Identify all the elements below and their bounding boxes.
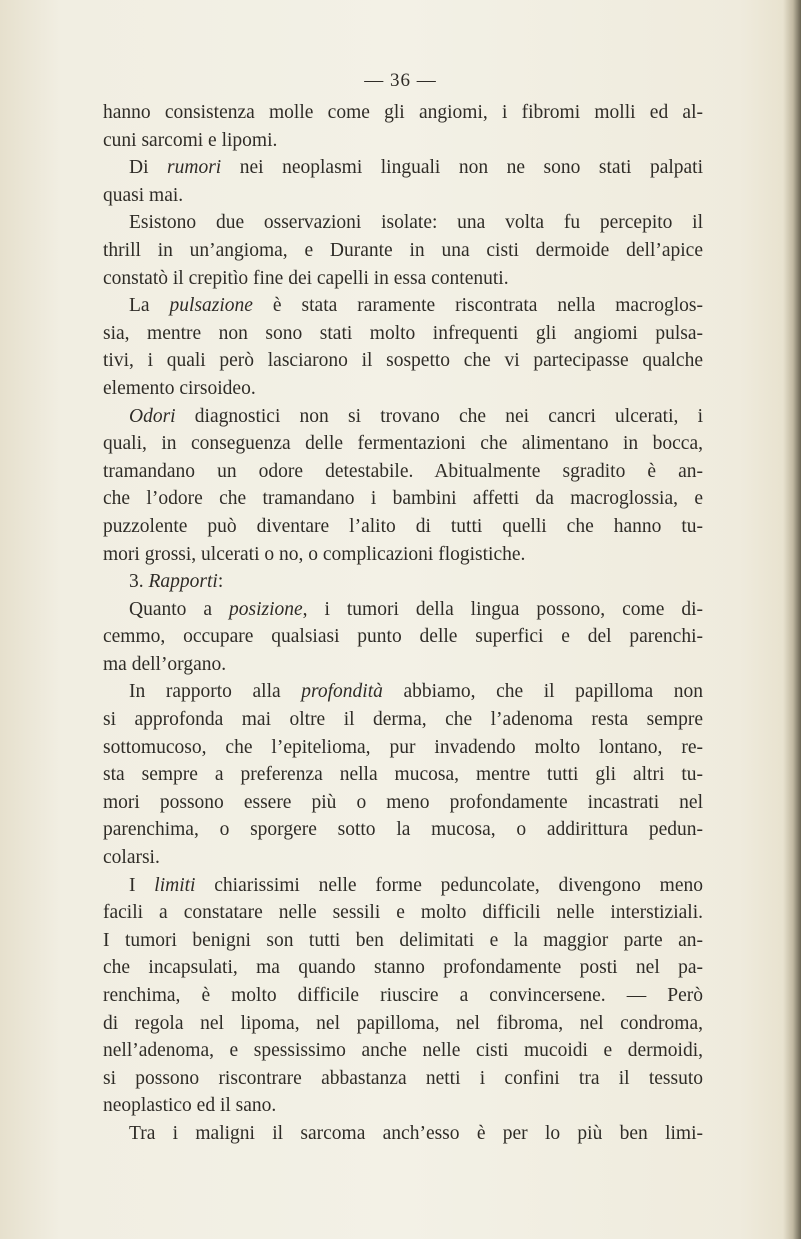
text-segment: I tumori benigni son tutti ben delimitati e la maggior parte an- xyxy=(103,929,703,951)
text-line xyxy=(103,209,703,237)
italic-term: posizione xyxy=(228,598,303,620)
text-segment: tramandano un odore detestabile. Abitualmente sgradito è an- xyxy=(103,460,703,482)
text-segment: thrill in un’angioma, e Durante in una cisti dermoide dell’apice xyxy=(103,239,703,261)
text-segment: di regola nel lipoma, nel papilloma, nel fibroma, nel condroma, xyxy=(103,1012,703,1034)
text-segment: Quanto a xyxy=(129,598,229,620)
text-segment: colarsi. xyxy=(103,847,160,869)
text-segment: abbiamo, che il papilloma non xyxy=(382,681,704,703)
text-line xyxy=(103,320,703,348)
text-segment: sottomucoso, che l’epitelioma, pur invadendo molto lontano, re- xyxy=(103,736,703,758)
text-segment: neoplastico ed il sano. xyxy=(103,1095,277,1117)
text-line xyxy=(103,899,703,927)
italic-term: profondità xyxy=(301,681,383,703)
text-segment: La xyxy=(129,295,170,317)
text-line xyxy=(103,458,703,486)
text-segment: sia, mentre non sono stati molto infrequenti gli angiomi pulsa- xyxy=(103,322,703,344)
body-text xyxy=(103,99,703,1148)
italic-term: Rapporti xyxy=(148,571,218,593)
text-line xyxy=(103,99,703,127)
text-segment: renchima, è molto difficile riuscire a convincersene. — Però xyxy=(103,985,703,1006)
text-segment: mori possono essere più o meno profondamente incastrati nel xyxy=(103,791,703,813)
text-segment: mori grossi, ulcerati o no, o complicazioni flogistiche. xyxy=(103,543,526,565)
section-heading xyxy=(103,568,703,596)
text-segment: quali, in conseguenza delle fermentazioni che alimentano in bocca, xyxy=(103,433,703,455)
text-line xyxy=(103,1120,703,1148)
text-line xyxy=(103,982,703,1010)
text-line xyxy=(103,761,703,789)
italic-term: rumori xyxy=(167,157,222,179)
text-segment: che l’odore che tramandano i bambini affetti da macroglossia, e xyxy=(103,488,703,510)
text-segment: quasi mai. xyxy=(103,184,184,206)
text-segment: sta sempre a preferenza nella mucosa, mentre tutti gli altri tu- xyxy=(103,764,703,786)
text-segment: si approfonda mai oltre il derma, che l’adenoma resta sempre xyxy=(103,709,703,731)
text-line xyxy=(103,1092,703,1120)
text-line xyxy=(103,154,703,182)
italic-term: Odori xyxy=(129,405,176,427)
text-segment: cuni sarcomi e lipomi. xyxy=(103,129,278,151)
italic-term: pulsazione xyxy=(169,295,253,317)
text-line xyxy=(103,1037,703,1065)
text-line xyxy=(103,623,703,651)
italic-term: limiti xyxy=(154,874,196,896)
text-segment: chiarissimi nelle forme peduncolate, divengono meno xyxy=(195,874,703,896)
text-segment: In rapporto alla xyxy=(129,681,302,703)
text-line xyxy=(103,954,703,982)
text-line xyxy=(103,651,703,679)
binding-edge-shadow xyxy=(783,0,801,1239)
text-segment: parenchima, o sporgere sotto la mucosa, o addirittura pedun- xyxy=(103,819,703,841)
text-segment: I xyxy=(129,874,155,896)
text-segment: nei neoplasmi linguali non ne sono stati palpati xyxy=(221,157,704,179)
text-line xyxy=(103,375,703,403)
text-line xyxy=(103,541,703,569)
text-segment: , i tumori della lingua possono, come di- xyxy=(302,598,703,620)
text-line xyxy=(103,127,703,155)
text-line xyxy=(103,789,703,817)
text-line xyxy=(103,403,703,431)
text-line xyxy=(103,678,703,706)
text-segment: diagnostici non si trovano che nei cancri ulcerati, i xyxy=(175,405,703,427)
text-segment: elemento cirsoideo. xyxy=(103,377,256,399)
text-segment: hanno consistenza molle come gli angiomi, i fibromi molli ed al- xyxy=(103,102,703,123)
text-line xyxy=(103,1010,703,1038)
text-line xyxy=(103,485,703,513)
text-segment: facili a constatare nelle sessili e molto difficili nelle interstiziali. xyxy=(103,902,703,924)
text-segment: Di xyxy=(129,157,168,179)
text-line xyxy=(103,1065,703,1093)
text-segment: : xyxy=(217,571,224,593)
text-line xyxy=(103,513,703,541)
text-line xyxy=(103,706,703,734)
page-number: — 36 — xyxy=(364,70,437,91)
text-segment: ma dell’organo. xyxy=(103,653,227,675)
text-line xyxy=(103,844,703,872)
text-line xyxy=(103,237,703,265)
text-line xyxy=(103,734,703,762)
text-segment: cemmo, occupare qualsiasi punto delle superfici e del parenchi- xyxy=(103,626,703,648)
text-segment: 3. xyxy=(129,571,149,593)
text-segment: Tra i maligni il sarcoma anch’esso è per lo più ben limi- xyxy=(129,1122,703,1144)
text-segment: tivi, i quali però lasciarono il sospetto che vi partecipasse qualche xyxy=(103,350,703,372)
text-line xyxy=(103,872,703,900)
text-line xyxy=(103,292,703,320)
text-segment: si possono riscontrare abbastanza netti i confini tra il tessuto xyxy=(103,1067,703,1089)
text-line xyxy=(103,816,703,844)
text-segment: nell’adenoma, e spessissimo anche nelle cisti mucoidi e dermoidi, xyxy=(103,1040,703,1062)
text-segment: Esistono due osservazioni isolate: una volta fu percepito il xyxy=(129,212,703,234)
text-segment: è stata raramente riscontrata nella macroglos- xyxy=(252,295,703,317)
text-line xyxy=(103,347,703,375)
text-line xyxy=(103,596,703,624)
text-line xyxy=(103,182,703,210)
text-line xyxy=(103,265,703,293)
text-segment: puzzolente può diventare l’alito di tutti quelli che hanno tu- xyxy=(103,515,703,537)
text-segment: che incapsulati, ma quando stanno profondamente posti nel pa- xyxy=(103,957,703,979)
text-line xyxy=(103,430,703,458)
text-segment: constatò il crepitìo fine dei capelli in essa contenuti. xyxy=(103,267,509,289)
text-line xyxy=(103,927,703,955)
